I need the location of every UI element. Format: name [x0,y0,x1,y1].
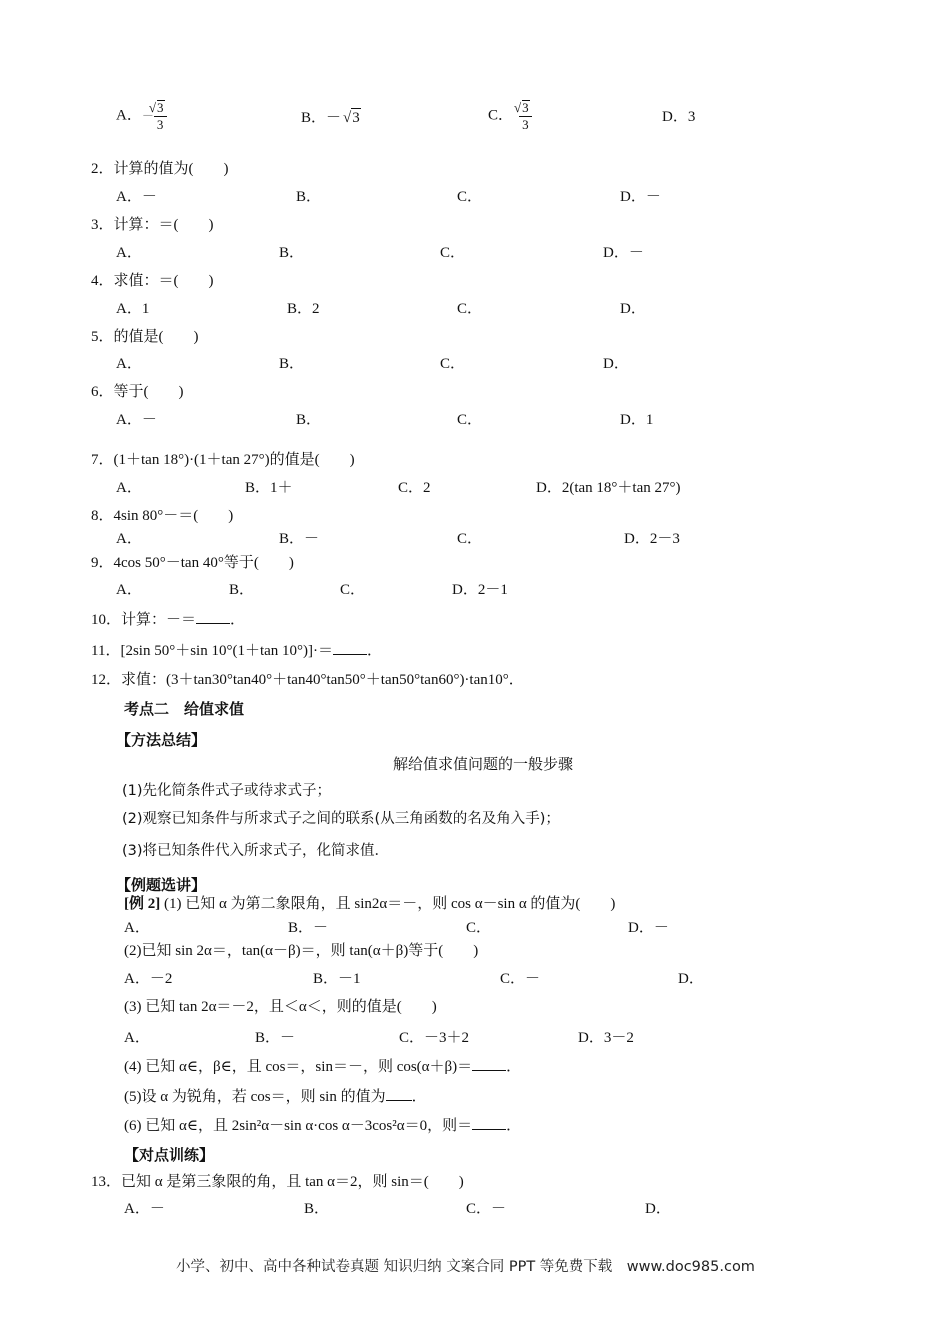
option: C． [457,531,483,547]
fraction: √ $\frac{3}{3}$ [519,100,532,132]
option: C． [440,356,466,372]
example-stem: (3) 已知 tan 2α＝－2，且＜α＜，则的值是( ) [124,999,437,1015]
option: A． [116,582,142,598]
option: D．2－3 [624,531,680,547]
q1-option-a: A．－ √ $\frac{3}{3}$ [116,100,167,132]
option: C． [457,412,483,428]
question-stem: 13．已知 α 是第三象限的角，且 tan α＝2，则 sin＝( ) [91,1174,464,1190]
fraction: √ $\frac{3}{3}$ [154,100,167,132]
option: A．－2 [124,971,173,987]
answer-blank [386,1100,412,1101]
option: D．2(tan 18°＋tan 27°) [536,480,681,496]
option: B． [296,412,322,428]
option: B．－ [279,531,320,547]
question-stem: 4．求值：＝( ) [91,273,214,289]
option: A． [124,1030,150,1046]
example-stem: (4) 已知 α∈，β∈，且 cos＝，sin＝－，则 cos(α＋β)＝ ． [124,1059,522,1075]
question-q11: 11．[2sin 50°＋sin 10°(1＋tan 10°)]·＝ ． [91,643,383,659]
answer-blank [472,1070,506,1071]
option: B．－ [255,1030,296,1046]
example-heading: 【例题选讲】 [116,876,207,894]
option: D． [603,356,629,372]
question-stem: 7．(1＋tan 18°)·(1＋tan 27°)的值是( ) [91,452,355,468]
answer-blank [196,623,230,624]
option: B． [229,582,255,598]
option: C． [466,920,492,936]
option: B． [279,245,305,261]
option: D． [678,971,704,987]
option: A． [116,356,142,372]
option: D．－ [620,189,661,205]
q1-option-b: B．－√ 3 [301,108,361,127]
option: B．－ [288,920,329,936]
example-stem: (2)已知 sin 2α＝，tan(α－β)＝，则 tan(α＋β)等于( ) [124,943,479,959]
question-q10: 10．计算：－＝ ． [91,612,246,628]
option: A．－ [124,1201,165,1217]
option: C． [457,301,483,317]
option: B． [279,356,305,372]
option: C．－ [466,1201,507,1217]
example-stem: (6) 已知 α∈，且 2sin²α－sin α·cos α－3cos²α＝0，则＝ ． [124,1118,522,1134]
option: A．－ [116,412,157,428]
question-stem: 9．4cos 50°－tan 40°等于( ) [91,555,294,571]
option: A． [116,480,142,496]
method-step: (1)先化简条件式子或待求式子； [122,783,332,799]
option: A． [116,245,142,261]
option: C． [440,245,466,261]
answer-blank [472,1129,506,1130]
question-stem: 8．4sin 80°－＝( ) [91,508,234,524]
option: B．2 [287,301,320,317]
option: D． [620,301,646,317]
example-stem: [例 2] (1) 已知 α 为第二象限角，且 sin2α＝－，则 cos α－sin α 的值为( ) [124,896,616,912]
option: D．3－2 [578,1030,634,1046]
option: D．2－1 [452,582,508,598]
practice-heading: 【对点训练】 [124,1146,215,1164]
option: D．－ [603,245,644,261]
question-q12: 12．求值：(3＋tan30°tan40°＋tan40°tan50°＋tan50°tan60°)·tan10°． [91,672,524,688]
option: A．－ [116,189,157,205]
section-title: 考点二 给值求值 [124,700,245,718]
footer-text: 小学、初中、高中各种试卷真题 知识归纳 文案合同 PPT 等免费下载 www.doc985.com [176,1259,755,1275]
option: B．－1 [313,971,361,987]
method-step: (2)观察已知条件与所求式子之间的联系(从三角函数的名及角入手)； [122,811,560,827]
option: B．1＋ [245,480,293,496]
option: D．－ [628,920,669,936]
option: C． [340,582,366,598]
option: D． [645,1201,671,1217]
q1-option-d: D．3 [662,109,696,125]
option: C． [457,189,483,205]
option: A． [124,920,150,936]
method-step: (3)将已知条件代入所求式子，化简求值． [122,843,390,859]
question-stem: 2．计算的值为( ) [91,161,229,177]
option: B． [304,1201,330,1217]
option: D．1 [620,412,654,428]
method-title: 解给值求值问题的一般步骤 [393,755,574,773]
option: A． [116,531,142,547]
question-stem: 3．计算：＝( ) [91,217,214,233]
method-heading: 【方法总结】 [116,731,207,749]
option: C．2 [398,480,431,496]
question-stem: 6．等于( ) [91,384,184,400]
example-stem: (5)设 α 为锐角，若 cos＝，则 sin 的值为 ． [124,1089,427,1105]
question-stem: 5．的值是( ) [91,329,199,345]
option: C．－3＋2 [399,1030,470,1046]
answer-blank [333,654,367,655]
option: B． [296,189,322,205]
option: C．－ [500,971,541,987]
option: A．1 [116,301,150,317]
q1-option-c: C． √ $\frac{3}{3}$ [488,100,532,132]
